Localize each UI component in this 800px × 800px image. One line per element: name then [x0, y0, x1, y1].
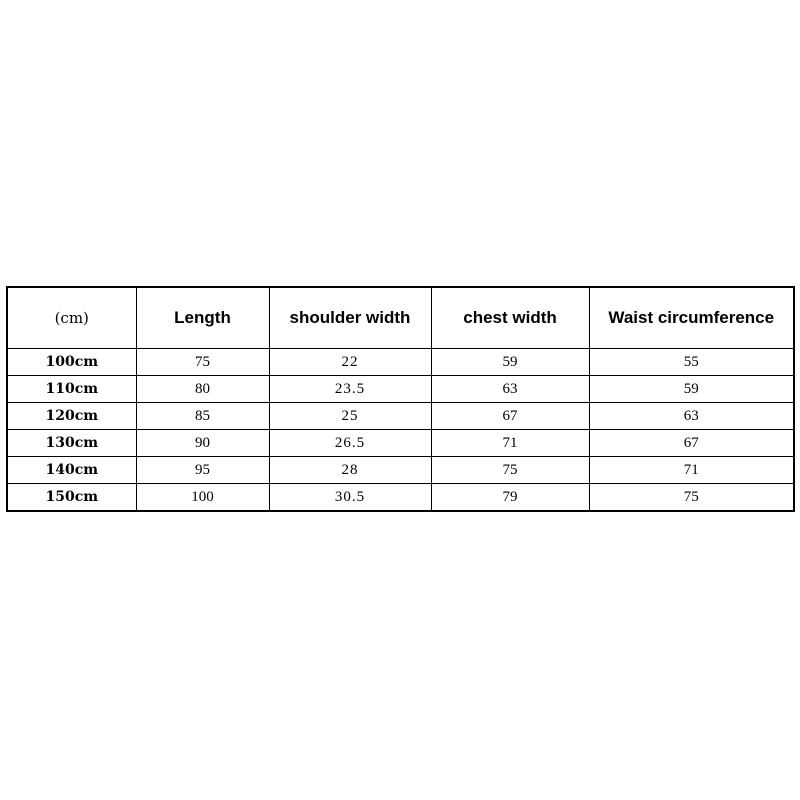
cell-shoulder-width: 23.5	[269, 376, 431, 403]
row-size-label: 130cm	[7, 430, 136, 457]
cell-chest-width: 71	[431, 430, 589, 457]
cell-length: 90	[136, 430, 269, 457]
table-row	[7, 376, 794, 403]
header-length: Length	[136, 287, 269, 349]
header-chest-width: chest width	[431, 287, 589, 349]
cell-chest-width: 67	[431, 403, 589, 430]
cell-length: 95	[136, 457, 269, 484]
row-size-label: 140cm	[7, 457, 136, 484]
cell-waist-circumference: 63	[589, 403, 794, 430]
cell-waist-circumference: 55	[589, 349, 794, 376]
table-row	[7, 457, 794, 484]
cell-shoulder-width: 28	[269, 457, 431, 484]
header-unit: (cm)	[7, 287, 136, 349]
cell-waist-circumference: 71	[589, 457, 794, 484]
row-size-label: 100cm	[7, 349, 136, 376]
table-row	[7, 403, 794, 430]
cell-waist-circumference: 75	[589, 484, 794, 512]
header-waist-circumference: Waist circumference	[589, 287, 794, 349]
cell-chest-width: 63	[431, 376, 589, 403]
size-chart-table	[6, 286, 795, 512]
cell-shoulder-width: 30.5	[269, 484, 431, 512]
cell-waist-circumference: 59	[589, 376, 794, 403]
header-row	[7, 287, 794, 349]
cell-chest-width: 79	[431, 484, 589, 512]
row-size-label: 120cm	[7, 403, 136, 430]
row-size-label: 150cm	[7, 484, 136, 512]
cell-shoulder-width: 26.5	[269, 430, 431, 457]
cell-length: 75	[136, 349, 269, 376]
cell-chest-width: 59	[431, 349, 589, 376]
cell-chest-width: 75	[431, 457, 589, 484]
cell-length: 80	[136, 376, 269, 403]
cell-length: 100	[136, 484, 269, 512]
cell-shoulder-width: 22	[269, 349, 431, 376]
header-shoulder-width: shoulder width	[269, 287, 431, 349]
table-row	[7, 430, 794, 457]
table-row	[7, 484, 794, 512]
cell-waist-circumference: 67	[589, 430, 794, 457]
cell-shoulder-width: 25	[269, 403, 431, 430]
row-size-label: 110cm	[7, 376, 136, 403]
table-row	[7, 349, 794, 376]
cell-length: 85	[136, 403, 269, 430]
